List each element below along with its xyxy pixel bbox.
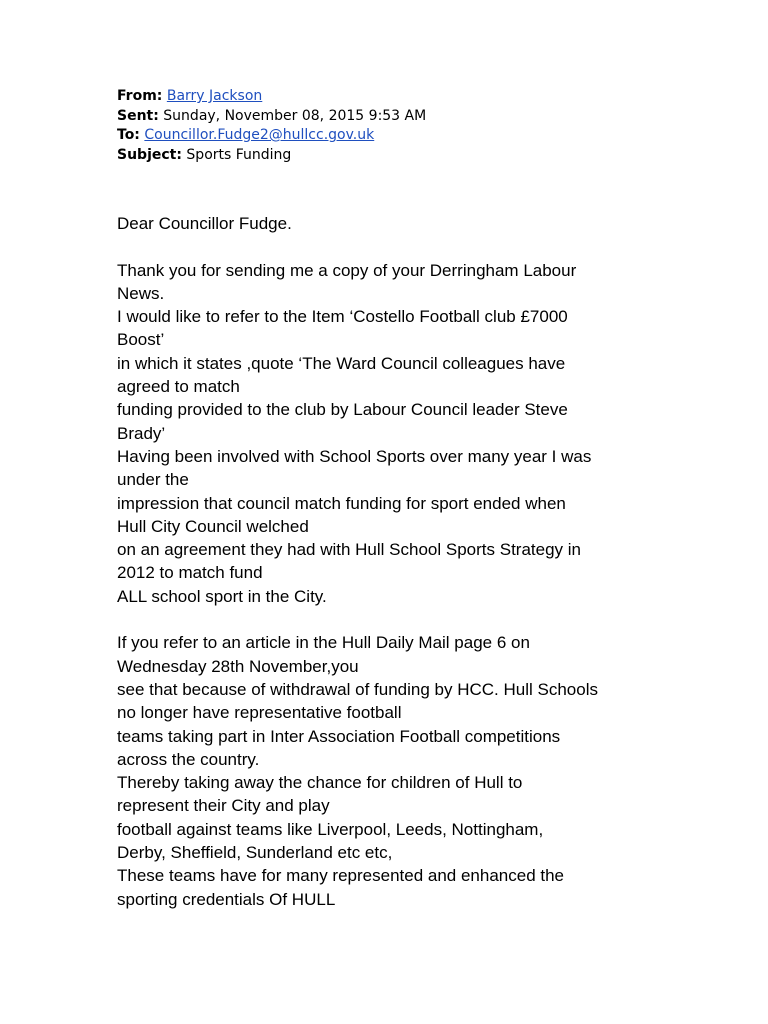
body-line: in which it states ,quote ‘The Ward Council colleagues have <box>117 353 566 373</box>
body-line: These teams have for many represented and enhanced the <box>117 866 565 886</box>
body-line: Wednesday 28th November,you <box>117 656 359 676</box>
subject-label: Subject: <box>117 146 182 163</box>
body-line: sporting credentials Of HULL <box>117 889 336 909</box>
body-line: on an agreement they had with Hull School Sports Strategy in <box>117 540 581 560</box>
greeting: Dear Councillor Fudge. <box>117 214 292 233</box>
body-line: agreed to match <box>117 377 240 397</box>
paragraph-gap <box>117 608 677 631</box>
from-row <box>117 87 677 107</box>
body-line: teams taking part in Inter Association Football competitions <box>117 726 561 746</box>
body-line: Having been involved with School Sports over many year I was <box>117 446 592 466</box>
paragraph-2 <box>117 631 677 911</box>
to-label: To: <box>117 127 140 143</box>
paragraph-gap <box>117 235 677 258</box>
body-line: 2012 to match fund <box>117 563 263 583</box>
paragraph-1 <box>117 259 677 608</box>
body-line: across the country. <box>117 749 260 769</box>
body-line: Brady’ <box>117 423 166 443</box>
subject-value: Sports Funding <box>186 146 292 163</box>
body-line: funding provided to the club by Labour Council leader Steve <box>117 400 568 420</box>
body-line: If you refer to an article in the Hull Daily Mail page 6 on <box>117 633 530 653</box>
email-header <box>117 87 677 165</box>
body-line: represent their City and play <box>117 796 330 816</box>
to-row <box>117 126 677 146</box>
body-line: Thank you for sending me a copy of your Derringham Labour <box>117 260 577 280</box>
body-line: Thereby taking away the chance for children of Hull to <box>117 773 523 793</box>
from-label: From: <box>117 88 163 104</box>
body-line: impression that council match funding for sport ended when <box>117 493 566 513</box>
sent-row <box>117 107 677 127</box>
body-line: no longer have representative football <box>117 703 402 723</box>
body-line: Hull City Council welched <box>117 516 309 536</box>
body-line: football against teams like Liverpool, Leeds, Nottingham, <box>117 819 544 839</box>
body-line: under the <box>117 470 189 490</box>
subject-row <box>117 146 677 166</box>
sent-label: Sent: <box>117 107 159 124</box>
from-link[interactable]: Barry Jackson <box>166 88 263 104</box>
body-line: ALL school sport in the City. <box>117 586 327 606</box>
sent-value: Sunday, November 08, 2015 9:53 AM <box>163 107 427 124</box>
email-body <box>117 212 677 911</box>
body-line: see that because of withdrawal of funding by HCC. Hull Schools <box>117 679 598 699</box>
body-line: News. <box>117 283 165 303</box>
body-line: I would like to refer to the Item ‘Costello Football club £7000 <box>117 307 568 327</box>
body-line: Derby, Sheffield, Sunderland etc etc, <box>117 843 393 863</box>
to-email-link[interactable]: Councillor.Fudge2@hullcc.gov.uk <box>144 127 375 143</box>
body-line: Boost’ <box>117 330 165 350</box>
